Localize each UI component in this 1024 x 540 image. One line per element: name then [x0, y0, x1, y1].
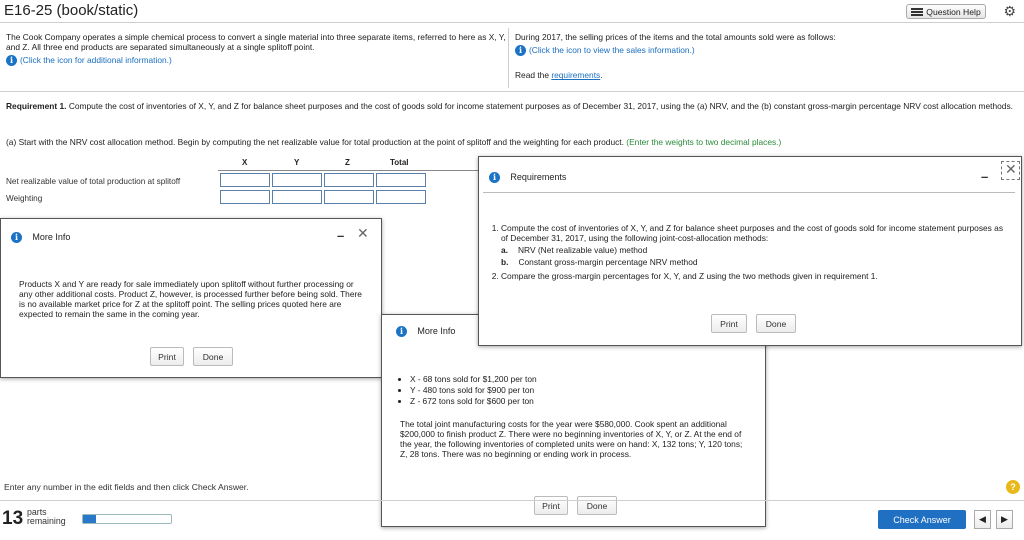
requirements-dialog — [478, 156, 1022, 346]
progress-bar — [82, 514, 172, 524]
next-button[interactable]: ▶ — [996, 510, 1013, 529]
check-answer-button[interactable]: Check Answer — [878, 510, 966, 529]
nrv-z-input[interactable] — [324, 173, 374, 187]
part-a-instruction — [6, 137, 1016, 147]
weight-y-input[interactable] — [272, 190, 322, 204]
parts-word: parts — [27, 507, 47, 517]
requirement-1-text: Compute the cost of inventories of X, Y, and Z for balance sheet purposes and the cost of goods sold for income statement purposes as of December 31, 2017, using the (a) NRV, and the (b) constant gross-margin percentage NRV cost allocation methods. — [66, 101, 1013, 111]
sub-b-letter: b. — [501, 257, 509, 267]
part-a-text: (a) Start with the NRV cost allocation method. Begin by computing the net realizable value for total production at the point of splitoff and the weighting for each product. — [6, 137, 624, 147]
row-label-weighting: Weighting — [6, 194, 43, 203]
more-info-header — [11, 232, 70, 243]
sales-info-body: The total joint manufacturing costs for the year were $580,000. Cook spent an additional $200,000 to finish product Z. There were no beginning inventories of X, Y, or Z. At the end of the year, the following inventories of completed units were on hand: X, 132 tons; Y, 120 tons; Z, 28 tons. There was no beginning or ending work in process. — [400, 419, 743, 459]
requirements-link[interactable]: requirements — [551, 70, 601, 81]
footer-divider — [0, 500, 1024, 501]
weight-z-input[interactable] — [324, 190, 374, 204]
page-title: E16-25 (book/static) — [4, 2, 139, 19]
nrv-x-input[interactable] — [220, 173, 270, 187]
column-header-z: Z — [345, 158, 350, 167]
column-header-x: X — [242, 158, 248, 167]
header-divider — [0, 22, 1024, 23]
sales-info-row[interactable] — [515, 45, 1015, 56]
info-icon[interactable]: i — [515, 45, 526, 56]
info-icon: i — [396, 326, 407, 337]
parts-remaining-label — [27, 508, 66, 526]
sub-a-letter: a. — [501, 245, 508, 255]
table-header-rule — [218, 170, 480, 171]
requirement-item-2: 2. Compare the gross-margin percentages for X, Y, and Z using the two methods given in requirement 1. — [501, 271, 1004, 281]
sales-info-header — [396, 326, 455, 337]
info-icon[interactable]: i — [6, 55, 17, 66]
requirement-sub-b — [501, 257, 1004, 267]
sales-item-y: • Y - 480 tons sold for $900 per ton — [410, 385, 750, 395]
weight-total-input[interactable] — [376, 190, 426, 204]
requirement-sub-a — [501, 245, 1004, 255]
requirements-list — [479, 223, 1004, 285]
parts-count: 13 — [2, 508, 24, 529]
footer-instruction: Enter any number in the edit fields and then click Check Answer. — [4, 482, 249, 492]
read-requirements — [515, 70, 1015, 80]
row-label-nrv: Net realizable value of total production at splitoff — [6, 177, 181, 186]
requirements-header — [489, 172, 566, 183]
column-header-total: Total — [390, 158, 409, 167]
intro-divider — [508, 28, 509, 88]
help-icon[interactable]: ? — [1006, 480, 1020, 494]
read-suffix: . — [600, 70, 603, 81]
done-button[interactable]: Done — [193, 347, 233, 366]
part-a-hint: (Enter the weights to two decimal places.) — [626, 137, 782, 147]
sales-item-x: • X - 68 tons sold for $1,200 per ton — [410, 374, 750, 384]
sub-a-text: NRV (Net realizable value) method — [518, 245, 648, 255]
nrv-y-input[interactable] — [272, 173, 322, 187]
close-icon[interactable]: ✕ — [357, 225, 369, 241]
remaining-word: remaining — [27, 516, 66, 526]
requirement-item-1 — [501, 223, 1004, 267]
sales-text: During 2017, the selling prices of the items and the total amounts sold were as follows: — [515, 32, 836, 42]
more-info-body: Products X and Y are ready for sale immediately upon splitoff without further processing or any other additional costs. Product Z, however, is processed further before being sold. There is no available market price for Z at the splitoff point. The selling prices quoted here are expected to remain the same in the coming year. — [19, 279, 362, 319]
prev-button[interactable]: ◀ — [974, 510, 991, 529]
close-icon[interactable]: ✕ — [1001, 161, 1020, 180]
minimize-icon[interactable]: – — [337, 228, 345, 243]
weight-x-input[interactable] — [220, 190, 270, 204]
sub-b-text: Constant gross-margin percentage NRV method — [518, 257, 698, 267]
problem-intro — [6, 32, 506, 66]
question-help-label: Question Help — [926, 6, 981, 17]
intro-info-row[interactable] — [6, 55, 506, 66]
sales-item-z: • Z - 672 tons sold for $600 per ton — [410, 396, 750, 406]
info-icon: i — [11, 232, 22, 243]
section-divider — [0, 91, 1024, 92]
print-button[interactable]: Print — [711, 314, 747, 333]
requirement-item-1-text: Compute the cost of inventories of X, Y, and Z for balance sheet purposes and the cost of goods sold for income statement purposes as of December 31, 2017, using the following joint-cost-allocation methods: — [501, 223, 1004, 243]
minimize-icon[interactable]: – — [981, 169, 989, 184]
nrv-total-input[interactable] — [376, 173, 426, 187]
more-info-dialog — [0, 218, 382, 378]
sales-info-link[interactable]: (Click the icon to view the sales information.) — [529, 45, 695, 55]
progress-fill — [83, 515, 96, 523]
intro-text: The Cook Company operates a simple chemical process to convert a single material into three separate items, referred to here as X, Y, and Z. All three end products are separated simultaneously at a single splitoff point. — [6, 32, 506, 52]
sales-info-title: More Info — [417, 326, 456, 336]
info-icon: i — [489, 172, 500, 183]
sales-list — [400, 374, 750, 407]
requirement-1-label: Requirement 1. — [6, 101, 67, 111]
requirement-1 — [6, 101, 1016, 111]
list-icon — [911, 8, 923, 16]
done-button[interactable]: Done — [756, 314, 796, 333]
gear-icon[interactable]: ⚙ — [1003, 3, 1016, 19]
column-header-y: Y — [294, 158, 300, 167]
print-button[interactable]: Print — [534, 496, 568, 515]
read-prefix: Read the — [515, 70, 552, 81]
question-help-button[interactable] — [906, 4, 986, 19]
requirements-title: Requirements — [510, 172, 567, 182]
more-info-title: More Info — [32, 232, 71, 242]
sales-intro — [515, 32, 1015, 80]
intro-info-link[interactable]: (Click the icon for additional information.) — [20, 55, 172, 65]
print-button[interactable]: Print — [150, 347, 184, 366]
requirements-divider — [483, 192, 1015, 193]
done-button[interactable]: Done — [577, 496, 617, 515]
